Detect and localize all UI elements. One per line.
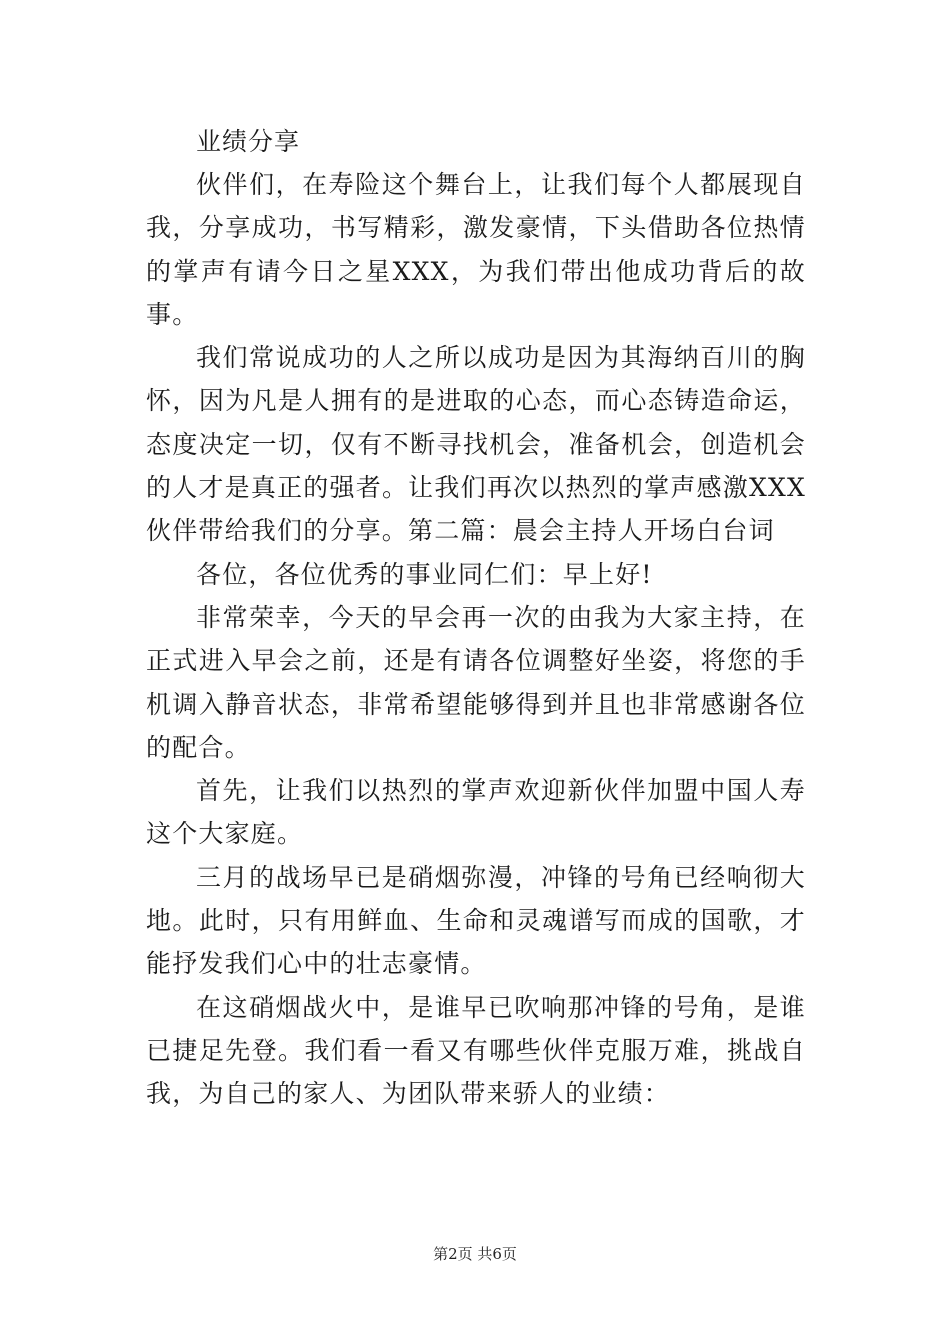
paragraph-2: 我们常说成功的人之所以成功是因为其海纳百川的胸怀，因为凡是人拥有的是进取的心态，而心态铸造命运，态度决定一切，仅有不断寻找机会，准备机会，创造机会的人才是真正的强者。让我们再次以热烈的掌声感激XXX伙伴带给我们的分享。第二篇：晨会主持人开场白台词 [146,343,806,546]
document-body [146,120,806,1116]
paragraph-5: 首先，让我们以热烈的掌声欢迎新伙伴加盟中国人寿这个大家庭。 [146,776,806,849]
paragraph-6: 三月的战场早已是硝烟弥漫，冲锋的号角已经响彻大地。此时，只有用鲜血、生命和灵魂谱写而成的国歌，才能抒发我们心中的壮志豪情。 [146,862,806,979]
paragraph-1: 伙伴们，在寿险这个舞台上，让我们每个人都展现自我，分享成功，书写精彩，激发豪情，下头借助各位热情的掌声有请今日之星XXX，为我们带出他成功背后的故事。 [146,170,806,329]
page-number-footer: 第2页 共6页 [433,1245,517,1263]
paragraph-4: 非常荣幸，今天的早会再一次的由我为大家主持，在正式进入早会之前，还是有请各位调整好坐姿，将您的手机调入静音状态，非常希望能够得到并且也非常感谢各位的配合。 [146,602,806,762]
paragraph-3: 各位，各位优秀的事业同仁们：早上好! [196,559,653,589]
paragraph-7: 在这硝烟战火中，是谁早已吹响那冲锋的号角，是谁已捷足先登。我们看一看又有哪些伙伴克服万难，挑战自我，为自己的家人、为团队带来骄人的业绩： [146,992,806,1109]
section-title: 业绩分享 [196,127,301,156]
